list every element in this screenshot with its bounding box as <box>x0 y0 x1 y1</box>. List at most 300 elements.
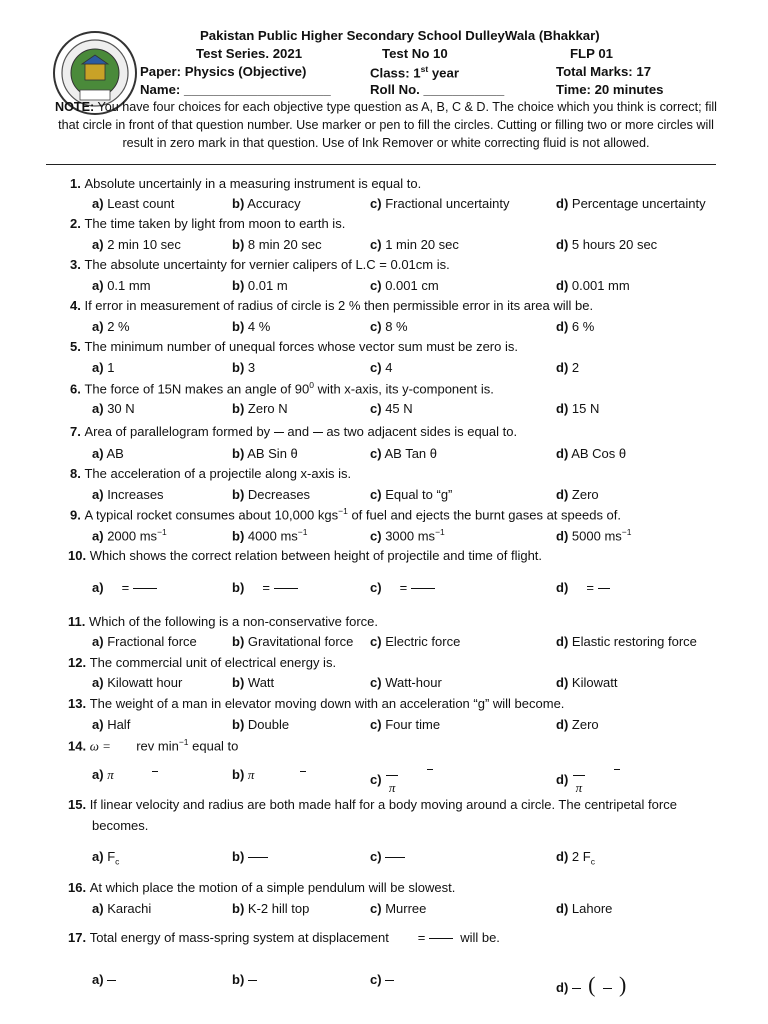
option-letter: d) <box>556 849 569 864</box>
option-text: Equal to “g” <box>385 487 453 502</box>
question-stem: The acceleration of a projectile along x-axis is. <box>84 466 352 481</box>
fraction-bar <box>248 980 257 981</box>
fraction-bar <box>248 857 268 858</box>
option-letter: b) <box>232 634 245 649</box>
option-text: Zero N <box>247 401 288 416</box>
subscript: c <box>590 856 595 867</box>
question-stem: The minimum number of unequal forces whose vector sum must be zero is. <box>84 339 518 354</box>
question-stem: becomes. <box>92 818 149 833</box>
superscript: −1 <box>338 506 348 516</box>
class-label: Class: 1st year <box>370 64 459 81</box>
question-stem: rev min <box>136 738 179 754</box>
question-text <box>70 380 494 396</box>
option-a <box>92 849 119 867</box>
option-d <box>556 446 626 461</box>
option-letter: d) <box>556 901 569 916</box>
option-b <box>232 196 301 211</box>
question-number: 4. <box>70 298 85 313</box>
option-letter: a) <box>92 675 104 690</box>
option-text: Gravitational force <box>247 634 354 649</box>
question-number: 8. <box>70 466 85 481</box>
option-letter: d) <box>556 401 569 416</box>
vector-a-bar <box>274 432 284 433</box>
option-text: AB <box>106 446 124 461</box>
option-a <box>92 278 151 293</box>
question-number: 1. <box>70 176 85 191</box>
option-letter: a) <box>92 849 104 864</box>
question-stem: Which of the following is a non-conservative force. <box>88 614 378 629</box>
question-stem: will be. <box>460 930 500 945</box>
option-letter: a) <box>92 487 104 502</box>
superscript: −1 <box>297 527 308 537</box>
option-a <box>92 972 116 987</box>
option-letter: d) <box>556 278 569 293</box>
option-text: 3000 ms <box>385 528 436 544</box>
option-letter: c) <box>370 580 382 595</box>
option-b <box>232 401 288 416</box>
option-a <box>92 675 182 690</box>
question-text <box>68 880 455 895</box>
option-letter: b) <box>232 580 245 595</box>
option-letter: d) <box>556 196 569 211</box>
option-letter: c) <box>370 849 382 864</box>
question-number: 6. <box>70 381 85 397</box>
option-a <box>92 360 114 375</box>
question-text <box>68 655 336 670</box>
option-text: Watt <box>247 675 275 690</box>
option-text: K-2 hill top <box>247 901 310 916</box>
equals-sign: = <box>262 580 270 595</box>
option-d <box>556 319 594 334</box>
question-number: 12. <box>68 655 90 670</box>
superscript: −1 <box>178 737 189 747</box>
superscript: −1 <box>621 527 632 537</box>
option-text: AB Sin θ <box>247 446 298 461</box>
fraction-bar <box>385 857 405 858</box>
option-text: Zero <box>571 487 599 502</box>
question-stem: The time taken by light from moon to earth is. <box>84 216 346 231</box>
option-text: Fractional uncertainty <box>385 196 510 211</box>
option-b <box>232 319 270 334</box>
option-c <box>370 767 433 794</box>
question-text <box>68 696 564 711</box>
option-text: Elastic restoring force <box>571 634 697 649</box>
option-text: AB Tan θ <box>384 446 437 461</box>
fraction-bar <box>429 938 453 939</box>
option-text: Zero <box>571 717 599 732</box>
option-letter: d) <box>556 237 569 252</box>
option-letter: a) <box>92 237 104 252</box>
fraction-bar <box>603 988 612 989</box>
option-letter: b) <box>232 319 245 334</box>
question-text <box>70 506 621 522</box>
question-text <box>70 339 518 354</box>
question-number: 10. <box>68 548 90 563</box>
total-marks: Total Marks: 17 <box>556 64 652 79</box>
option-text: 5 hours 20 sec <box>571 237 658 252</box>
option-letter: b) <box>232 675 245 690</box>
fraction-over-pi <box>572 767 586 794</box>
option-b <box>232 972 257 987</box>
fraction-bar <box>107 980 116 981</box>
option-letter: b) <box>232 767 245 782</box>
fraction-bar <box>572 988 581 989</box>
option-letter: b) <box>232 237 245 252</box>
exponent-bar <box>300 771 306 772</box>
question-text <box>68 614 378 629</box>
option-text: 2 % <box>107 319 130 334</box>
equals-sign: = <box>417 930 426 945</box>
option-d <box>556 527 631 543</box>
option-text: 30 N <box>107 401 135 416</box>
superscript: 0 <box>309 380 314 390</box>
option-b <box>232 634 353 649</box>
question-number: 7. <box>70 424 85 439</box>
option-text: Lahore <box>571 901 613 916</box>
flp-code: FLP 01 <box>570 46 614 61</box>
question-text <box>70 176 421 191</box>
option-text: 4 <box>385 360 393 375</box>
option-letter: c) <box>370 528 382 544</box>
question-stem: The weight of a man in elevator moving down with an acceleration “g” will become. <box>89 696 565 711</box>
option-letter: a) <box>92 767 104 782</box>
option-letter: a) <box>92 360 104 375</box>
option-letter: c) <box>370 771 382 787</box>
option-b <box>232 767 306 783</box>
option-d <box>556 675 617 690</box>
test-number: Test No 10 <box>382 46 448 61</box>
question-stem: with x-axis, its y-component is. <box>313 381 494 397</box>
question-number: 15. <box>68 797 90 812</box>
option-letter: b) <box>232 446 245 461</box>
option-text: 8 min 20 sec <box>247 237 322 252</box>
question-text <box>70 466 351 481</box>
option-c <box>370 580 435 595</box>
question-number: 3. <box>70 257 85 272</box>
option-letter: d) <box>556 487 569 502</box>
option-c <box>370 634 460 649</box>
option-d <box>556 580 610 595</box>
option-c <box>370 319 408 334</box>
option-c <box>370 527 445 543</box>
question-text <box>68 737 238 754</box>
option-letter: b) <box>232 972 245 987</box>
option-text: Decreases <box>247 487 311 502</box>
option-letter: a) <box>92 634 104 649</box>
option-letter: c) <box>370 196 382 211</box>
option-text: Kilowatt <box>571 675 618 690</box>
option-b <box>232 237 322 252</box>
option-letter: a) <box>92 446 104 461</box>
option-text: Electric force <box>385 634 461 649</box>
question-stem: Area of parallelogram formed by <box>84 424 274 439</box>
option-b <box>232 487 310 502</box>
question-stem: If error in measurement of radius of circle is 2 % then permissible error in its area will be. <box>84 298 594 313</box>
option-d <box>556 849 595 867</box>
option-letter: d) <box>556 580 569 595</box>
fraction-bar <box>274 588 298 589</box>
option-b <box>232 580 298 595</box>
option-letter: a) <box>92 319 104 334</box>
option-text: Accuracy <box>247 196 301 211</box>
close-paren: ) <box>618 972 627 997</box>
option-letter: c) <box>370 446 382 461</box>
force-symbol: 2 F <box>571 849 591 864</box>
option-c <box>370 237 459 252</box>
option-text: 8 % <box>385 319 408 334</box>
option-b <box>232 901 309 916</box>
superscript: −1 <box>157 527 167 537</box>
paper-title: Paper: Physics (Objective) <box>140 64 307 79</box>
option-letter: b) <box>232 196 245 211</box>
roll-field: Roll No. ___________ <box>370 82 505 97</box>
option-text: 0.1 mm <box>107 278 151 293</box>
equals-sign: = <box>399 580 408 595</box>
option-a <box>92 717 130 732</box>
option-text: 4 % <box>247 319 271 334</box>
option-letter: b) <box>232 278 245 293</box>
option-text: 0.001 mm <box>571 278 630 293</box>
equals-sign: = <box>121 580 130 595</box>
option-d <box>556 196 706 211</box>
option-c <box>370 901 426 916</box>
question-text <box>70 298 593 313</box>
option-letter: a) <box>92 528 104 544</box>
question-text <box>68 930 500 945</box>
option-letter: b) <box>232 401 245 416</box>
question-number: 14. <box>68 738 90 754</box>
option-c <box>370 972 394 987</box>
option-letter: a) <box>92 196 104 211</box>
superscript: −1 <box>435 527 445 537</box>
option-text: Increases <box>107 487 164 502</box>
option-letter: d) <box>556 980 569 995</box>
fraction-bar <box>385 980 394 981</box>
pi-symbol: π <box>388 780 396 795</box>
question-text <box>68 797 677 812</box>
question-stem: A typical rocket consumes about 10,000 kgs <box>84 507 339 523</box>
option-text: Kilowatt hour <box>107 675 183 690</box>
option-b <box>232 849 268 864</box>
option-text: 45 N <box>385 401 413 416</box>
question-stem: of fuel and ejects the burnt gases at speeds of. <box>347 507 622 523</box>
fraction-over-pi <box>385 767 399 794</box>
option-c <box>370 401 413 416</box>
option-text: 0.01 m <box>247 278 288 293</box>
option-a <box>92 901 151 916</box>
option-letter: c) <box>370 972 382 987</box>
question-stem: The absolute uncertainty for vernier calipers of L.C = 0.01cm is. <box>84 257 450 272</box>
pi-symbol: π <box>107 767 114 782</box>
option-text: AB Cos θ <box>571 446 627 461</box>
option-d <box>556 717 599 732</box>
pi-symbol: π <box>575 780 583 795</box>
option-a <box>92 580 157 595</box>
option-a <box>92 446 124 461</box>
question-number: 5. <box>70 339 85 354</box>
option-d <box>556 360 579 375</box>
option-text: Watt-hour <box>385 675 442 690</box>
option-letter: a) <box>92 972 104 987</box>
option-c <box>370 717 440 732</box>
option-letter: b) <box>232 717 245 732</box>
open-paren: ( <box>588 972 596 997</box>
question-text <box>68 548 542 563</box>
question-stem: If linear velocity and radius are both made half for a body moving around a circle. The centripetal force <box>89 797 677 812</box>
test-series: Test Series. 2021 <box>196 46 303 61</box>
option-b <box>232 446 298 461</box>
option-letter: d) <box>556 528 569 544</box>
option-c <box>370 278 439 293</box>
option-text: Double <box>247 717 290 732</box>
option-letter: b) <box>232 901 245 916</box>
question-text <box>70 424 517 439</box>
option-b <box>232 278 288 293</box>
question-stem: as two adjacent sides is equal to. <box>322 424 518 439</box>
option-letter: c) <box>370 487 382 502</box>
option-c <box>370 849 405 864</box>
option-letter: b) <box>232 487 245 502</box>
name-field: Name: ____________________ <box>140 82 331 97</box>
option-letter: d) <box>556 771 569 787</box>
instructions-note: NOTE: You have four choices for each objective type question as A, B, C & D. The choice which you think is correct; fill that circle in front of that question number. Use marker or pen to fill the circles. Cutting or filling two or more circles will result in zero mark in that question. Use of Ink Remover or white correcting fluid is not allowed. <box>55 100 717 150</box>
option-text: 0.001 cm <box>385 278 439 293</box>
question-text <box>70 257 450 272</box>
option-text: Karachi <box>107 901 152 916</box>
option-b <box>232 527 307 543</box>
option-letter: d) <box>556 319 569 334</box>
option-letter: c) <box>370 237 382 252</box>
option-a <box>92 487 164 502</box>
option-text: 3 <box>247 360 256 375</box>
option-d <box>556 278 630 293</box>
option-text: Murree <box>385 901 427 916</box>
question-stem: At which place the motion of a simple pendulum will be slowest. <box>89 880 456 895</box>
exponent-bar <box>614 769 620 770</box>
option-text: 5000 ms <box>571 528 622 544</box>
question-number: 9. <box>70 507 85 523</box>
fraction-bar <box>133 588 157 589</box>
time-limit: Time: 20 minutes <box>556 82 664 97</box>
option-a <box>92 196 174 211</box>
option-d <box>556 901 612 916</box>
option-letter: a) <box>92 717 104 732</box>
option-letter: c) <box>370 717 382 732</box>
fraction-bar <box>386 775 398 776</box>
option-letter: c) <box>370 634 382 649</box>
option-text: 15 N <box>571 401 600 416</box>
question-stem: The force of 15N makes an angle of 90 <box>84 381 310 397</box>
school-name: Pakistan Public Higher Secondary School DulleyWala (Bhakkar) <box>200 28 600 43</box>
option-d <box>556 237 657 252</box>
question-stem: and <box>283 424 313 439</box>
question-stem: Absolute uncertainly in a measuring instrument is equal to. <box>84 176 422 191</box>
option-text: 2 <box>571 360 580 375</box>
fraction-bar <box>573 775 585 776</box>
option-letter: b) <box>232 528 245 544</box>
option-a <box>92 634 197 649</box>
option-text: Half <box>107 717 131 732</box>
option-b <box>232 360 255 375</box>
option-text: 2000 ms <box>107 528 158 544</box>
option-letter: a) <box>92 901 104 916</box>
option-c <box>370 360 392 375</box>
option-letter: d) <box>556 717 569 732</box>
question-stem: equal to <box>188 738 239 754</box>
option-text: Fractional force <box>107 634 197 649</box>
option-letter: d) <box>556 675 569 690</box>
option-c <box>370 196 509 211</box>
option-letter: c) <box>370 360 382 375</box>
question-number: 2. <box>70 216 85 231</box>
question-stem: Total energy of mass-spring system at displacement <box>89 930 389 945</box>
option-letter: c) <box>370 319 382 334</box>
option-letter: a) <box>92 580 104 595</box>
header-divider <box>46 164 716 165</box>
question-number: 16. <box>68 880 90 895</box>
option-letter: d) <box>556 360 569 375</box>
option-c <box>370 487 452 502</box>
subscript: c <box>115 856 120 867</box>
omega-symbol: ω = <box>89 738 111 754</box>
option-letter: d) <box>556 634 569 649</box>
vector-b-bar <box>313 432 323 433</box>
option-letter: d) <box>556 446 569 461</box>
question-number: 17. <box>68 930 90 945</box>
equals-sign: = <box>586 580 594 595</box>
option-letter: a) <box>92 278 104 293</box>
option-b <box>232 717 289 732</box>
fraction-bar <box>598 588 610 589</box>
exponent-bar <box>152 771 158 772</box>
option-letter: b) <box>232 849 245 864</box>
fraction-bar <box>411 588 435 589</box>
option-text: 6 % <box>571 319 595 334</box>
option-text: 4000 ms <box>247 528 298 544</box>
option-d <box>556 634 697 649</box>
option-b <box>232 675 274 690</box>
option-c <box>370 446 437 461</box>
option-text: Percentage uncertainty <box>571 196 706 211</box>
question-text-continued <box>92 818 148 833</box>
force-symbol: F <box>107 849 116 864</box>
question-stem: The commercial unit of electrical energy is. <box>89 655 337 670</box>
option-text: 1 <box>107 360 115 375</box>
option-letter: c) <box>370 901 382 916</box>
question-text <box>70 216 345 231</box>
option-text: 1 min 20 sec <box>385 237 459 252</box>
option-c <box>370 675 442 690</box>
option-d <box>556 972 626 998</box>
option-a <box>92 237 181 252</box>
option-d <box>556 401 599 416</box>
option-text: Four time <box>385 717 441 732</box>
option-a <box>92 527 167 543</box>
option-letter: c) <box>370 401 382 416</box>
option-letter: c) <box>370 675 382 690</box>
question-stem: Which shows the correct relation between height of projectile and time of flight. <box>89 548 543 563</box>
pi-symbol: π <box>247 767 255 782</box>
option-text: 2 min 10 sec <box>107 237 181 252</box>
option-a <box>92 319 130 334</box>
option-a <box>92 401 135 416</box>
option-a <box>92 767 158 783</box>
question-number: 11. <box>68 614 89 629</box>
option-text: Least count <box>107 196 175 211</box>
option-letter: b) <box>232 360 245 375</box>
option-d <box>556 487 599 502</box>
exponent-bar <box>427 769 433 770</box>
